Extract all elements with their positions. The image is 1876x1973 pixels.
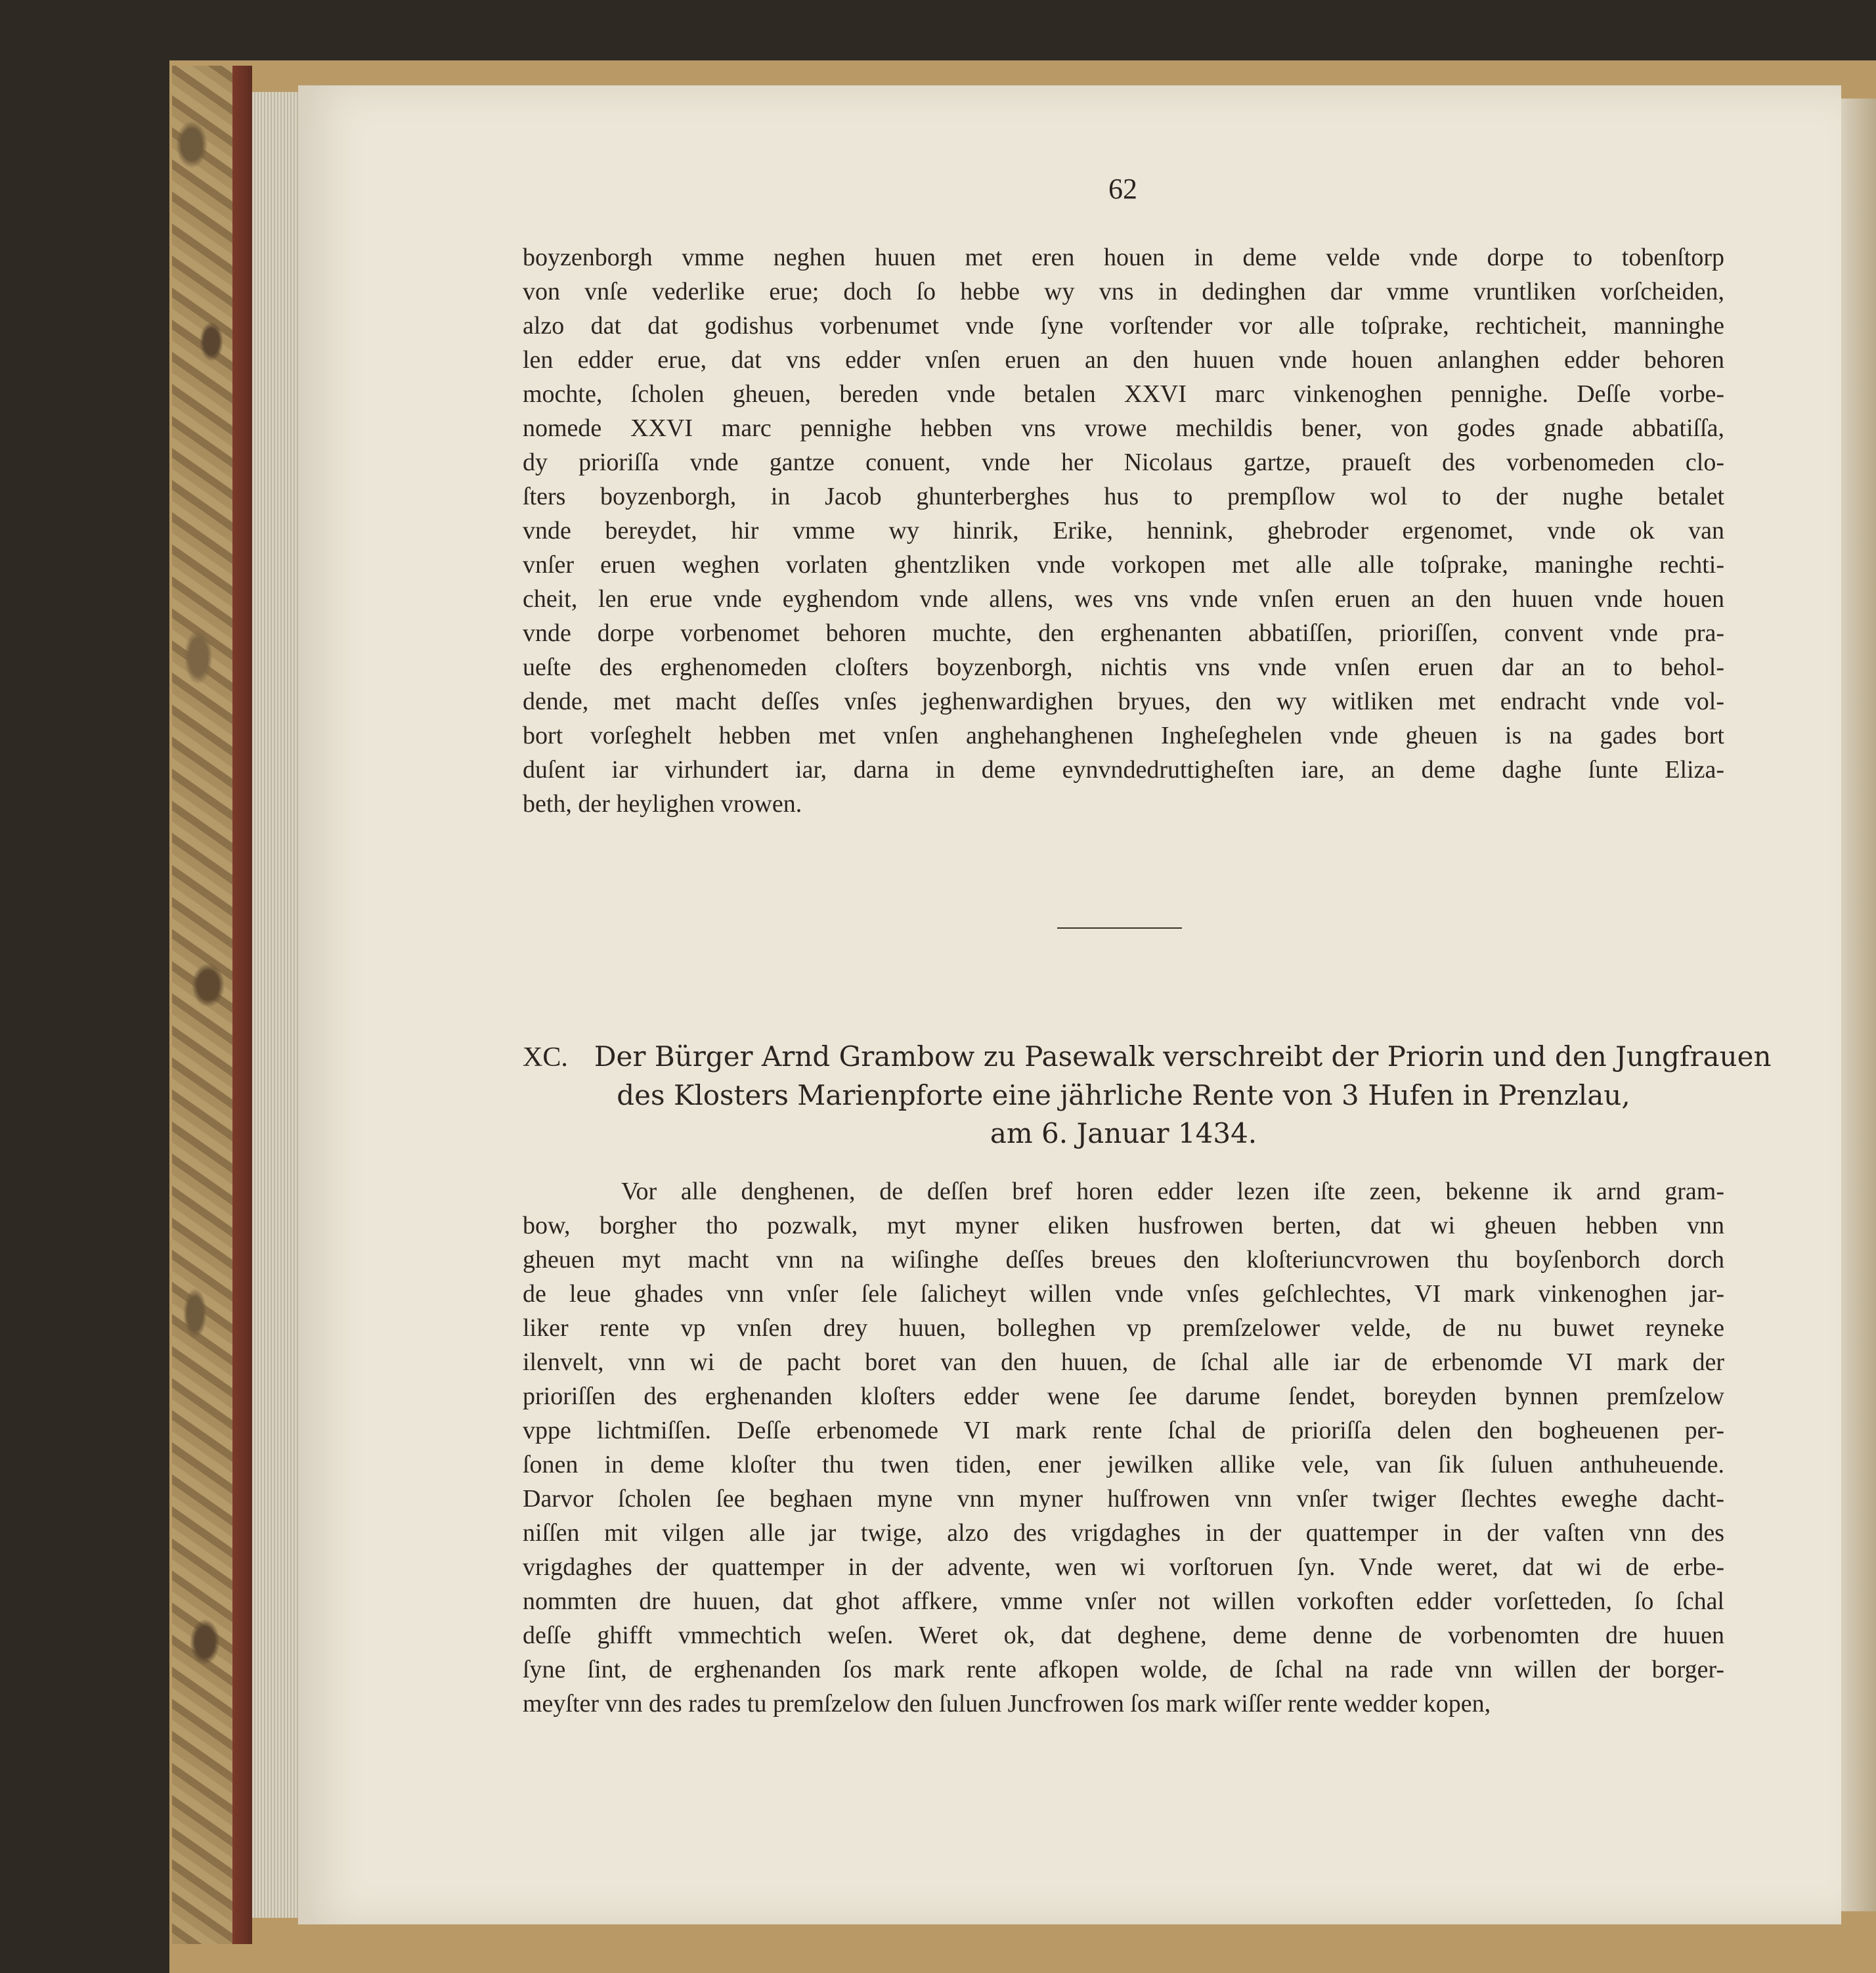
text-line: ſters boyzenborgh, in Jacob ghunterberghes hus to prempſlow wol to der nughe betalet	[523, 483, 1724, 510]
text-line: prioriſſen des erghenanden kloſters edder wene ſee darume ſendet, boreyden bynnen premſzelow	[523, 1383, 1724, 1410]
heading-line-2: des Klosters Marienpforte eine jährliche Rente von 3 Hufen in Prenzlau,	[617, 1079, 1630, 1111]
text-line: dy prioriſſa vnde gantze conuent, vnde her Nicolaus gartze, praueſt des vorbenomeden clo-	[523, 449, 1724, 476]
document-number: XC.	[523, 1042, 568, 1073]
text-line: ſyne ſint, de erghenanden ſos mark rente afkopen wolde, de ſchal na rade vnn willen der borger-	[523, 1656, 1724, 1683]
marbled-binding	[172, 66, 232, 1944]
text-line: de leue ghades vnn vnſer ſele ſalicheyt willen vnde vnſes geſchlechtes, VI mark vinkenoghen jar-	[523, 1280, 1724, 1308]
text-line: bow, borgher tho pozwalk, myt myner eliken husfrowen berten, dat wi gheuen hebben vnn	[523, 1212, 1724, 1239]
text-line: vnde dorpe vorbenomet behoren muchte, den erghenanten abbatiſſen, prioriſſen, convent vnde pra-	[523, 619, 1724, 647]
text-line: von vnſe vederlike erue; doch ſo hebbe wy vns in dedinghen dar vmme vruntliken vorſcheiden,	[523, 278, 1724, 305]
text-line: deſſe ghifft vmmechtich weſen. Weret ok, dat deghene, deme denne de vorbenomten dre huuen	[523, 1622, 1724, 1649]
text-line: cheit, len erue vnde eyghendom vnde allens, wes vns vnde vnſen eruen an den huuen vnde houen	[523, 585, 1724, 613]
text-line: vrigdaghes der quattemper in der advente, wen wi vorſtoruen ſyn. Vnde weret, dat wi de erbe-	[523, 1553, 1724, 1581]
text-line: Vor alle denghenen, de deſſen bref horen edder lezen iſte zeen, bekenne ik arnd gram-	[621, 1178, 1724, 1205]
document-heading	[523, 1038, 1772, 1153]
text-line: meyſter vnn des rades tu premſzelow den ſuluen Juncfrowen ſos mark wiſſer rente wedder kopen,	[523, 1690, 1491, 1718]
document-text	[523, 1174, 1724, 1721]
text-line: beth, der heylighen vrowen.	[523, 790, 802, 818]
heading-text-1: Der Bürger Arnd Grambow zu Pasewalk verschreibt der Priorin und den Jungfrauen	[594, 1040, 1772, 1073]
page-number: 62	[1108, 173, 1137, 205]
text-line: dende, met macht deſſes vnſes jeghenwardighen bryues, den wy witliken met endracht vnde vol-	[523, 688, 1724, 715]
text-line: vppe lichtmiſſen. Deſſe erbenomede VI mark rente ſchal de prioriſſa delen den bogheuenen per-	[523, 1417, 1724, 1444]
text-line: Darvor ſcholen ſee beghaen myne vnn myner huſfrowen vnn vnſer twiger ſlechtes eweghe dacht-	[523, 1485, 1724, 1513]
text-line: vnde bereydet, hir vmme wy hinrik, Erike, hennink, ghebroder ergenomet, vnde ok van	[523, 517, 1724, 544]
text-line: len edder erue, dat vns edder vnſen eruen an den huuen vnde houen anlanghen edder behoren	[523, 346, 1724, 374]
leather-spine	[232, 66, 252, 1944]
text-line: niſſen mit vilgen alle jar twige, alzo des vrigdaghes in der quattemper in der vaſten vnn des	[523, 1519, 1724, 1547]
text-line: ſonen in deme kloſter thu twen tiden, ener jewilken allike vele, van ſik ſuluen anthuheuende.	[523, 1451, 1724, 1478]
text-line: liker rente vp vnſen drey huuen, bolleghen vp premſzelower velde, de nu buwet reyneke	[523, 1314, 1724, 1342]
text-line: nommten dre huuen, dat ghot affkere, vmme vnſer not willen vorkoften edder vorſetteden, ſo ſchal	[523, 1587, 1724, 1615]
text-line: alzo dat dat godishus vorbenumet vnde ſyne vorſtender vor alle toſprake, rechticheit, manninghe	[523, 312, 1724, 340]
text-line: ueſte des erghenomeden cloſters boyzenborgh, nichtis vns vnde vnſen eruen dar an to behol-	[523, 654, 1724, 681]
text-line: duſent iar virhundert iar, darna in deme eynvndedruttigheſten iare, an deme daghe ſunte Eliza-	[523, 756, 1724, 784]
text-line: vnſer eruen weghen vorlaten ghentzliken vnde vorkopen met alle alle toſprake, maninghe rechti-	[523, 551, 1724, 579]
right-page-edge	[1841, 99, 1876, 1911]
text-line: bort vorſeghelt hebben met vnſen anghehanghenen Ingheſeghelen vnde gheuen is na gades bort	[523, 722, 1724, 749]
text-line: ilenvelt, vnn wi de pacht boret van den huuen, de ſchal alle iar de erbenomde VI mark der	[523, 1348, 1724, 1376]
text-line: gheuen myt macht vnn na wiſinghe deſſes breues den kloſteriuncvrowen thu boyſenborch dorch	[523, 1246, 1724, 1274]
text-line: boyzenborgh vmme neghen huuen met eren houen in deme velde vnde dorpe to tobenſtorp	[523, 244, 1724, 271]
heading-line-1	[523, 1038, 1772, 1076]
section-divider	[1057, 927, 1182, 929]
text-line: mochte, ſcholen gheuen, bereden vnde betalen XXVI marc vinkenoghen pennighe. Deſſe vorbe-	[523, 380, 1724, 408]
heading-line-3: am 6. Januar 1434.	[990, 1117, 1257, 1149]
text-line: nomede XXVI marc pennighe hebben vns vrowe mechildis bener, von godes gnade abbatiſſa,	[523, 414, 1724, 442]
page-edges	[252, 92, 298, 1918]
paragraph-continued	[523, 240, 1724, 821]
